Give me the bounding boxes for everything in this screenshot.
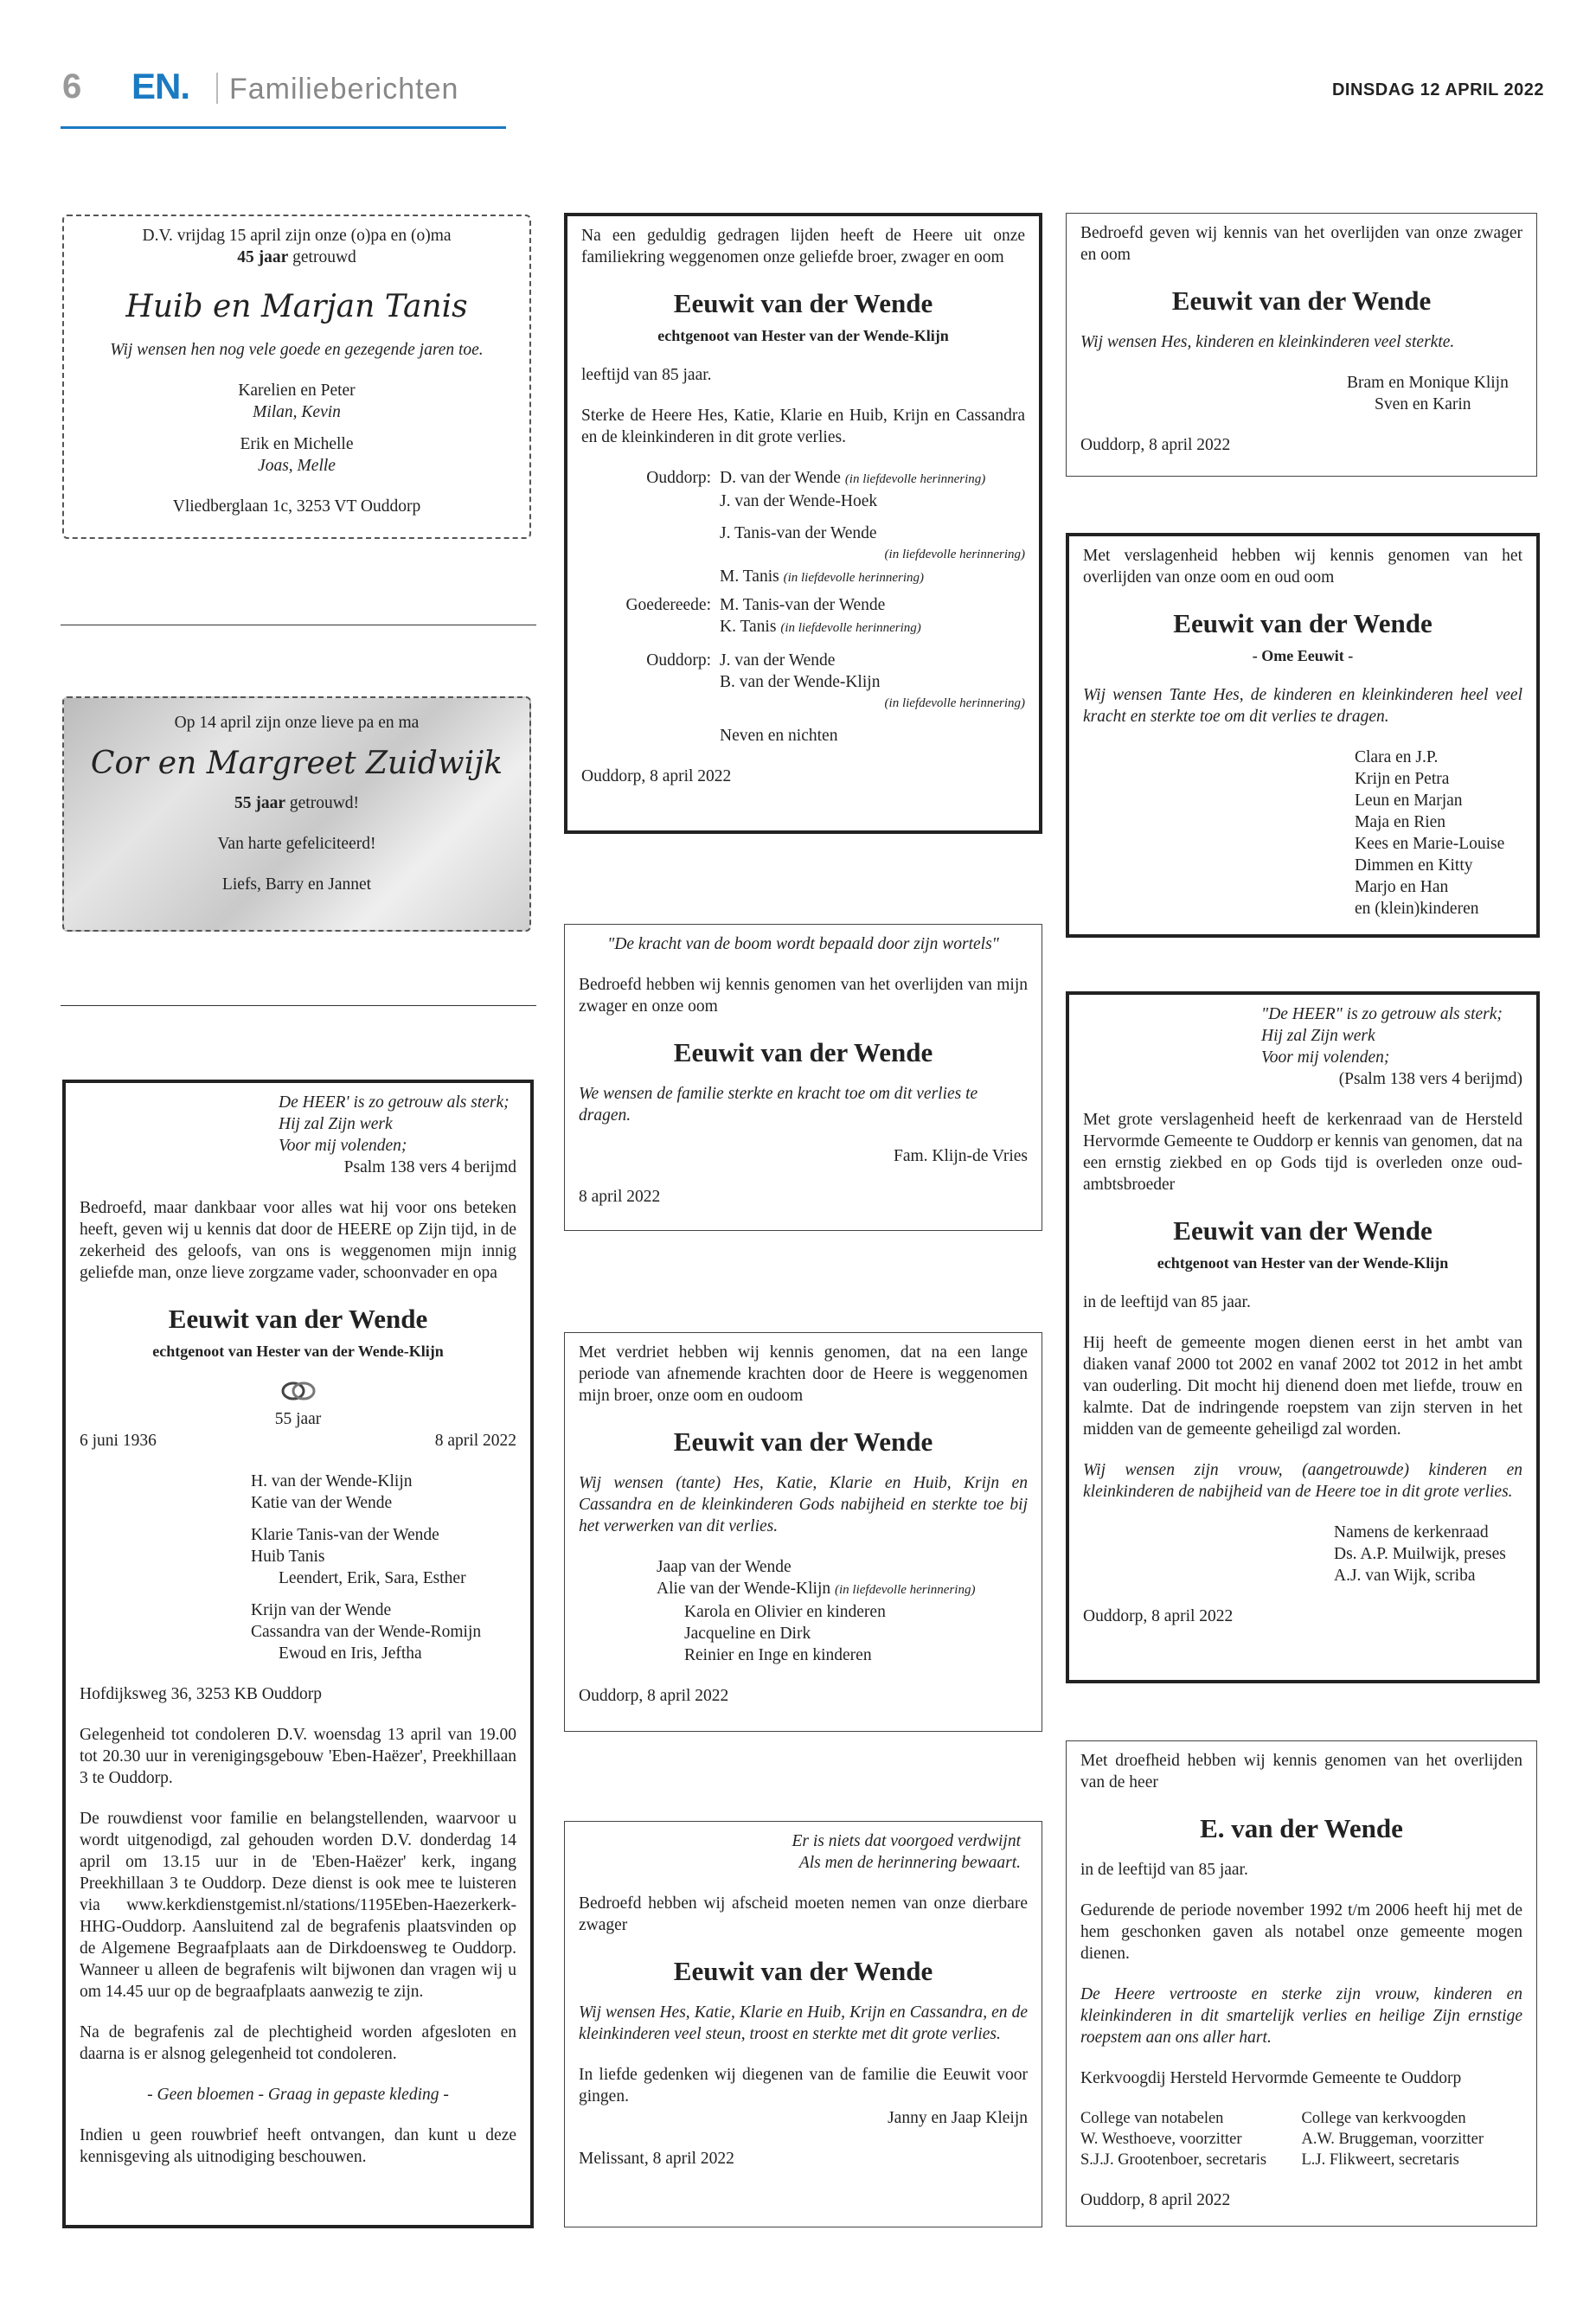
klijn-deceased-name: Eeuwit van der Wende [673, 1037, 933, 1067]
tanis-family1: Karelien en Peter [238, 381, 356, 400]
sil-quote2: Als men de herinnering bewaart. [798, 1854, 1021, 1872]
sil-intro: Bedroefd hebben wij afscheid moeten nemen van onze dierbare zwager [579, 1894, 1028, 1934]
family-member: Cassandra van der Wende-Romijn [251, 1623, 482, 1641]
kv-wish: De Heere vertrooste en sterke zijn vrouw, kinderen en kleinkinderen in dit smartelijk verlies en heilige Zijn ernstige roepstem aan ons aller hart. [1080, 1985, 1522, 2047]
sibling: J. van der Wende-Hoek [720, 492, 878, 510]
brother-deceased-name: Eeuwit van der Wende [673, 1426, 933, 1457]
brother-footer: Ouddorp, 8 april 2022 [579, 1687, 729, 1705]
sil-quote1: Er is niets dat voorgoed verdwijnt [792, 1832, 1021, 1850]
kv-age: in de leeftijd van 85 jaar. [1080, 1861, 1248, 1879]
kv-intro: Met droefheid hebben wij kennis genomen van het overlijden van de heer [1080, 1752, 1522, 1791]
kr-deceased-name: Eeuwit van der Wende [1173, 1215, 1433, 1246]
sibling: B. van der Wende-Klijn [720, 673, 881, 691]
kv-left-2: S.J.J. Grootenboer, secretaris [1080, 2151, 1267, 2169]
klijn-wish: We wensen de familie sterkte en kracht toe om dit verlies te dragen. [579, 1085, 978, 1125]
family-verse2: Hij zal Zijn werk [279, 1115, 393, 1133]
ome-name: Maja en Rien [1355, 813, 1446, 831]
siblings-wish: Sterke de Heere Hes, Katie, Klarie en Huib, Krijn en Cassandra en de kleinkinderen in dit grote verlies. [581, 407, 1025, 446]
brother-member: Jacqueline en Dirk [684, 1625, 811, 1643]
family-burial: Na de begrafenis zal de plechtigheid worden afgesloten en daarna is er alsnog gelegenheid tot condoleren. [80, 2023, 516, 2063]
kv-deceased-name: E. van der Wende [1200, 1813, 1403, 1843]
tanis-wish: Wij wensen hen nog vele goede en gezegende jaren toe. [110, 341, 484, 359]
siblings-intro: Na een geduldig gedragen lijden heeft de Heere uit onze familiekring weggenomen onze geliefde broer, zwager en oom [581, 227, 1025, 266]
kr-service: Hij heeft de gemeente mogen dienen eerst in het ambt van diaken vanaf 2000 tot 2002 en vanaf 2002 tot 2012 in het ambt van ouderling. Dit mocht hij dienend doen met liefde, trouw en kalmte. Dat de indringende roepstem van zijn sterven in het midden van de gemeente geheiligd zal worden. [1083, 1334, 1522, 1439]
family-member: H. van der Wende-Klijn [251, 1472, 413, 1490]
family-born: 6 juni 1936 [80, 1432, 157, 1450]
rings-icon [80, 1380, 516, 1408]
ome-name: Leun en Marjan [1355, 792, 1463, 810]
siblings-group [581, 594, 1025, 650]
klijn-footer: 8 april 2022 [579, 1188, 661, 1206]
kv-org: Kerkvoogdij Hersteld Hervormde Gemeente te Ouddorp [1080, 2069, 1462, 2087]
klijn-intro: Bedroefd hebben wij kennis genomen van het overlijden van mijn zwager en onze oom [579, 976, 1028, 1016]
siblings-group [581, 650, 1025, 766]
brother-member: Jaap van der Wende [657, 1558, 792, 1576]
family-flowers: - Geen bloemen - Graag in gepaste kleding - [147, 2086, 449, 2104]
tanis-family2: Erik en Michelle [240, 435, 354, 453]
bram-deceased-name: Eeuwit van der Wende [1171, 285, 1432, 316]
siblings-deceased-name: Eeuwit van der Wende [673, 288, 933, 318]
family-service: De rouwdienst voor familie en belangstellenden, waarvoor u wordt uitgenodigd, zal gehouden worden D.V. donderdag 14 april om 13.15 uur in de 'Eben-Haëzer' kerk, ingang Preekhillaan 3 te Ouddorp. Deze dienst is ook mee te luisteren via www.kerkdienstgemist.nl/stations/1195Eben-Haezerkerk-HHG-Ouddorp. Aansluitend zal de begrafenis plaatsvinden op de Algemene Begraafplaats aan de Dirkdoensweg te Ouddorp. Wanneer u alleen de begrafenis wilt bijwonen dan vragen wij u om 14.45 uur op de begraafplaats aanwezig te zijn. [80, 1810, 516, 2001]
family-member: Huib Tanis [251, 1548, 325, 1566]
kr-footer: Ouddorp, 8 april 2022 [1083, 1607, 1234, 1625]
ad-zuidwijk [62, 696, 531, 932]
header-separator [216, 73, 218, 104]
ad-sister-in-law [564, 1821, 1042, 2227]
kr-sig1: Namens de kerkenraad [1334, 1523, 1489, 1541]
ad-siblings [564, 213, 1042, 834]
family-intro: Bedroefd, maar dankbaar voor alles wat hij voor ons beteken heeft, geven wij u kennis dat door de HEERE op Zijn tijd, in de zekerheid des geloofs, van ons is weggenomen mijn innig geliefde man, onze lieve zorgzame vader, schoonvader en opa [80, 1199, 516, 1282]
ad-klijn-devries [564, 924, 1042, 1231]
tanis-line1: D.V. vrijdag 15 april zijn onze (o)pa en (o)ma [142, 227, 452, 245]
family-note: Indien u geen rouwbrief heeft ontvangen, dan kunt u deze kennisgeving als uitnodiging beschouwen. [80, 2126, 516, 2166]
kr-verse2: Hij zal Zijn werk [1261, 1027, 1375, 1045]
family-member: Katie van der Wende [251, 1494, 393, 1512]
kr-wish: Wij wensen zijn vrouw, (aangetrouwde) kinderen en kleinkinderen de nabijheid van de Heere toe in dit grote verlies. [1083, 1461, 1522, 1501]
kv-left-title: College van notabelen [1080, 2110, 1224, 2127]
family-verse3: Voor mij volenden; [279, 1137, 407, 1155]
kr-age: in de leeftijd van 85 jaar. [1083, 1293, 1251, 1311]
sibling-line [720, 616, 1025, 639]
klijn-from: Fam. Klijn-de Vries [894, 1147, 1028, 1165]
kr-verse1: "De HEER" is zo getrouw als sterk; [1261, 1005, 1503, 1023]
sil-wish: Wij wensen Hes, Katie, Klarie en Huib, Krijn en Cassandra, en de kleinkinderen veel steun, troost en sterkte met dit grote verlies. [579, 2003, 1028, 2043]
memory-note: (in liefdevolle herinnering) [780, 621, 921, 635]
sibling: J. van der Wende [720, 651, 836, 670]
kv-footer: Ouddorp, 8 april 2022 [1080, 2191, 1231, 2209]
memory-note: (in liefdevolle herinnering) [884, 548, 1025, 561]
column-divider [61, 1005, 536, 1006]
siblings-spouse: echtgenoot van Hester van der Wende-Klijn [657, 327, 949, 344]
ome-wish: Wij wensen Tante Hes, de kinderen en kleinkinderen heel veel kracht en sterkte toe om dit verlies te dragen. [1083, 686, 1522, 726]
family-member: Leendert, Erik, Sara, Esther [279, 1569, 466, 1587]
tanis-kids1: Milan, Kevin [253, 403, 341, 421]
tanis-names: Huib en Marjan Tanis [125, 289, 468, 324]
siblings-age: leeftijd van 85 jaar. [581, 366, 712, 384]
bram-intro: Bedroefd geven wij kennis van het overlijden van onze zwager en oom [1080, 224, 1522, 264]
sil-memory: In liefde gedenken wij diegenen van de familie die Eeuwit voor gingen. [579, 2066, 1028, 2106]
ome-name: Dimmen en Kitty [1355, 856, 1473, 875]
kv-right-1: A.W. Bruggeman, voorzitter [1301, 2131, 1484, 2148]
siblings-place: Goedereede: [625, 596, 711, 614]
kv-colleges [1080, 2108, 1522, 2170]
family-rings-years: 55 jaar [274, 1410, 322, 1428]
sibling-line [720, 566, 1025, 589]
kr-spouse: echtgenoot van Hester van der Wende-Klijn [1157, 1254, 1449, 1272]
family-condolences: Gelegenheid tot condoleren D.V. woensdag 13 april van 19.00 tot 20.30 uur in verenigingsgebouw 'Eben-Haëzer', Preekhillaan 3 te Ouddorp. [80, 1726, 516, 1787]
sibling: M. Tanis [720, 567, 779, 586]
ome-name: en (klein)kinderen [1355, 900, 1479, 918]
kr-sig3: A.J. van Wijk, scriba [1334, 1567, 1476, 1585]
kr-verse-ref: (Psalm 138 vers 4 berijmd) [1338, 1070, 1522, 1088]
ome-name: Clara en J.P. [1355, 748, 1439, 766]
tanis-years: 45 jaar [237, 248, 289, 266]
brother-member: Reinier en Inge en kinderen [684, 1646, 872, 1664]
sibling: K. Tanis [720, 618, 777, 636]
tanis-kids2: Joas, Melle [258, 457, 336, 475]
memory-note: (in liefdevolle herinnering) [844, 472, 986, 486]
ad-kerkenraad [1066, 991, 1540, 1683]
kv-left-1: W. Westhoeve, voorzitter [1080, 2131, 1242, 2148]
ome-name: Krijn en Petra [1355, 770, 1450, 788]
memory-note: (in liefdevolle herinnering) [835, 1583, 976, 1597]
zuidwijk-congrats: Van harte gefeliciteerd! [217, 835, 376, 853]
siblings-nephews: Neven en nichten [720, 727, 838, 745]
family-members [251, 1471, 516, 1664]
zuidwijk-line1: Op 14 april zijn onze lieve pa en ma [174, 714, 420, 732]
section-title: Familieberichten [229, 73, 459, 106]
ad-kerkvoogdij [1066, 1740, 1537, 2227]
bram-from1: Bram en Monique Klijn [1347, 374, 1509, 392]
kv-right-title: College van kerkvoogden [1301, 2110, 1466, 2127]
family-verse1: De HEER' is zo getrouw als sterk; [279, 1093, 510, 1112]
bram-from2: Sven en Karin [1375, 395, 1471, 413]
kr-intro: Met grote verslagenheid heeft de kerkenraad van de Hersteld Hervormde Gemeente te Ouddorp er kennis van genomen, dat na een ernstig ziekbed en op Gods tijd is overleden onze oud-ambtsbroeder [1083, 1111, 1522, 1194]
newspaper-logo: EN. [131, 66, 190, 106]
ome-nickname: - Ome Eeuwit - [1252, 647, 1354, 664]
memory-note: (in liefdevolle herinnering) [783, 571, 925, 585]
ad-tanis [62, 215, 531, 539]
sil-from: Janny en Jaap Kleijn [888, 2109, 1028, 2127]
family-dates [80, 1430, 516, 1452]
ome-name: Marjo en Han [1355, 878, 1449, 896]
ome-deceased-name: Eeuwit van der Wende [1173, 608, 1433, 638]
family-spouse: echtgenoot van Hester van der Wende-Klijn [152, 1343, 444, 1360]
memory-note: (in liefdevolle herinnering) [884, 696, 1025, 710]
tanis-address: Vliedberglaan 1c, 3253 VT Ouddorp [172, 497, 421, 516]
ad-bram [1066, 213, 1537, 477]
header-rule [61, 126, 506, 129]
kr-verse3: Voor mij volenden; [1261, 1048, 1390, 1067]
family-member: Krijn van der Wende [251, 1601, 392, 1619]
kv-period: Gedurende de periode november 1992 t/m 2006 heeft hij met de hem geschonken gaven als notabel onze gemeente mogen dienen. [1080, 1901, 1522, 1963]
family-member: Klarie Tanis-van der Wende [251, 1526, 439, 1544]
ad-ome [1066, 533, 1540, 938]
brother-intro: Met verdriet hebben wij kennis genomen, dat na een lange periode van afnemende krachten door de Heere is weggenomen mijn broer, onze oom en oudoom [579, 1343, 1028, 1405]
ome-name: Kees en Marie-Louise [1355, 835, 1505, 853]
bram-footer: Ouddorp, 8 april 2022 [1080, 436, 1231, 454]
zuidwijk-from: Liefs, Barry en Jannet [221, 875, 372, 894]
sibling: D. van der Wende [720, 469, 841, 487]
zuidwijk-married: getrouwd! [289, 794, 360, 812]
family-deceased-name: Eeuwit van der Wende [168, 1304, 428, 1334]
sibling-line [720, 467, 1025, 490]
klijn-quote: "De kracht van de boom wordt bepaald door zijn wortels" [607, 935, 999, 953]
brother-member-line [657, 1578, 1028, 1601]
siblings-place: Ouddorp: [646, 469, 711, 487]
siblings-place: Ouddorp: [646, 651, 711, 670]
sil-deceased-name: Eeuwit van der Wende [673, 1956, 933, 1986]
sibling: M. Tanis-van der Wende [720, 596, 886, 614]
tanis-married: getrouwd [292, 248, 356, 266]
page-number: 6 [62, 67, 82, 106]
sil-footer: Melissant, 8 april 2022 [579, 2150, 734, 2168]
family-address: Hofdijksweg 36, 3253 KB Ouddorp [80, 1685, 323, 1703]
brother-family [657, 1556, 1028, 1666]
siblings-group [581, 467, 1025, 594]
family-verse-ref: Psalm 138 vers 4 berijmd [343, 1158, 516, 1176]
kr-sig2: Ds. A.P. Muilwijk, preses [1334, 1545, 1506, 1563]
tanis-years-line [78, 247, 516, 268]
brother-wish: Wij wensen (tante) Hes, Katie, Klarie en Huib, Krijn en Cassandra en de kleinkinderen Gods nabijheid en sterkte toe bij het verwerken van dit verlies. [579, 1474, 1028, 1535]
siblings-footer: Ouddorp, 8 april 2022 [581, 767, 732, 785]
ad-family [62, 1080, 534, 2228]
sibling: J. Tanis-van der Wende [720, 524, 877, 542]
family-member: Ewoud en Iris, Jeftha [279, 1644, 422, 1663]
brother-member: Karola en Olivier en kinderen [684, 1603, 886, 1621]
ome-intro: Met verslagenheid hebben wij kennis genomen van het overlijden van onze oom en oud oom [1083, 547, 1522, 586]
issue-date: DINSDAG 12 APRIL 2022 [1331, 80, 1544, 99]
brother-member: Alie van der Wende-Klijn [657, 1580, 831, 1598]
ome-names [1355, 747, 1522, 920]
family-died: 8 april 2022 [434, 1432, 516, 1450]
kv-right-2: L.J. Flikweert, secretaris [1301, 2151, 1459, 2169]
zuidwijk-years: 55 jaar [234, 794, 285, 812]
zuidwijk-years-line [78, 792, 516, 814]
zuidwijk-names: Cor en Margreet Zuidwijk [90, 746, 503, 781]
bram-wish: Wij wensen Hes, kinderen en kleinkinderen veel sterkte. [1080, 333, 1455, 351]
ad-brother [564, 1332, 1042, 1732]
